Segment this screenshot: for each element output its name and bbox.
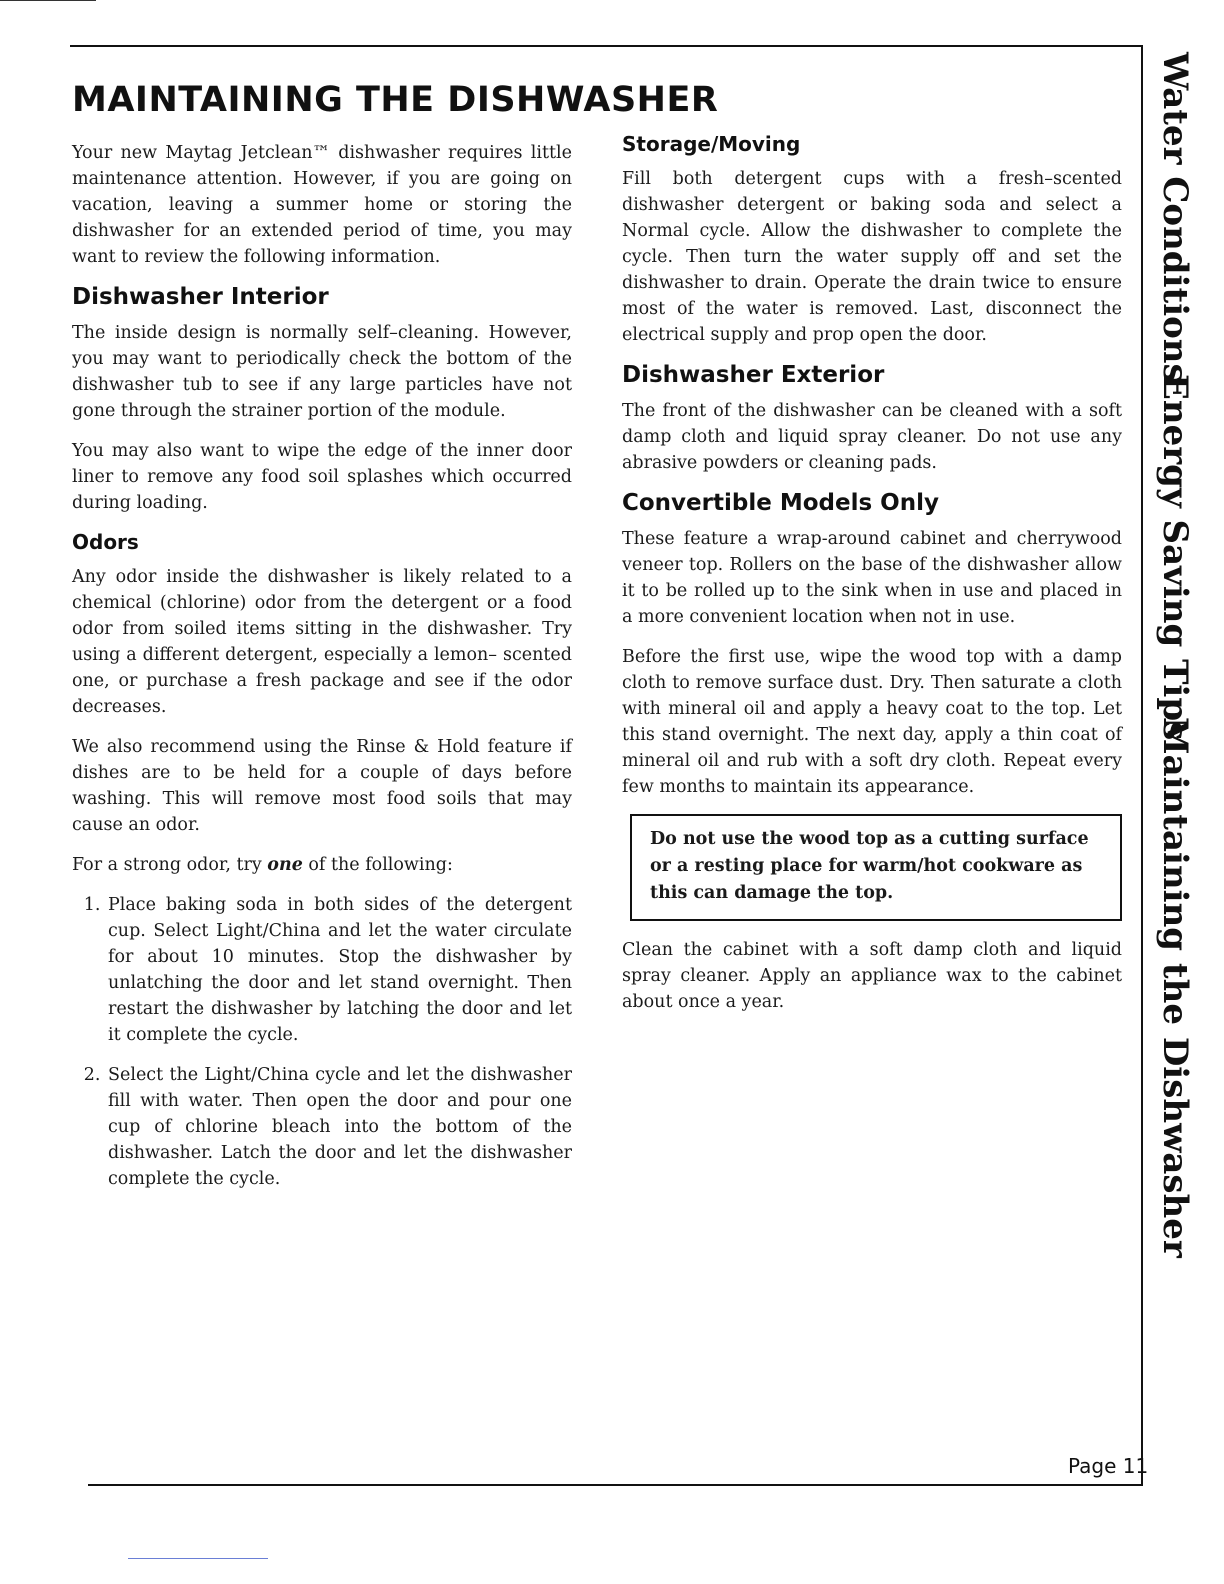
odor-step-2: 2. Select the Light/China cycle and let the dishwasher fill with water. Then open the door and pour one cup of chlorine bleach into the bottom of the dishwasher. Latch the door and let the dishwasher complete the cycle. [106,1062,572,1192]
top-rule [70,45,1142,47]
odors-lead-before: For a strong odor, try [72,855,268,875]
side-tab-energy-saving-tips: Energy Saving Tips [1155,374,1195,741]
warning-box: Do not use the wood top as a cutting surface or a resting place for warm/hot cookware as this can damage the top. [630,814,1122,921]
odors-lead-after: of the following: [302,855,453,875]
right-column [622,132,1122,1029]
odor-step-1: 1. Place baking soda in both sides of the detergent cup. Select Light/China and let the water circulate for about 10 minutes. Stop the dishwasher by unlatching the door and let stand overnight. Then restart the dishwasher by latching the door and let it complete the cycle. [106,892,572,1048]
convertible-heading: Convertible Models Only [622,490,939,516]
exterior-heading: Dishwasher Exterior [622,362,885,388]
right-rule [1141,45,1143,1485]
left-column [72,140,572,1206]
odors-lead [72,852,572,878]
side-tab-maintaining: Maintaining the Dishwasher [1155,717,1195,1258]
convertible-paragraph-3: Clean the cabinet with a soft damp cloth and liquid spray cleaner. Apply an appliance wax to the cabinet about once a year. [622,940,1122,1012]
convertible-paragraph-1: These feature a wrap-around cabinet and cherrywood veneer top. Rollers on the base of the dishwasher allow it to be rolled up to the sink when in use and placed in a more convenient location when not in use. [622,529,1122,627]
convertible-paragraph-2: Before the first use, wipe the wood top with a damp cloth to remove surface dust. Dry. Then saturate a cloth with mineral oil and apply a heavy coat to the top. Let this stand overnight. The next day, apply a thin coat of mineral oil and rub with a soft dry cloth. Repeat every few months to maintain its appearance. [622,647,1122,797]
intro-paragraph: Your new Maytag Jetclean™ dishwasher requires little maintenance attention. However, if you are going on vacation, leaving a summer home or storing the dishwasher for an extended period of time, you may want to review the following information. [72,143,572,267]
page-number: Page 11 [1068,1454,1149,1478]
odor-steps-list [72,892,572,1192]
corner-mark [0,0,96,1]
odors-lead-emphasis: one [267,855,303,875]
odors-paragraph-1: Any odor inside the dishwasher is likely related to a chemical (chlorine) odor from the detergent or a food odor from soiled items sitting in the dishwasher. Try using a different detergent, especially a lemon– scented one, or purchase a fresh package and see if the odor decreases. [72,567,572,717]
side-section-tabs [1149,52,1205,1258]
odors-heading: Odors [72,530,139,554]
exterior-paragraph: The front of the dishwasher can be cleaned with a soft damp cloth and liquid spray cleaner. Do not use any abrasive powders or cleaning pads. [622,401,1122,473]
interior-paragraph-1: The inside design is normally self–cleaning. However, you may want to periodically check the bottom of the dishwasher tub to see if any large particles have not gone through the strainer portion of the module. [72,323,572,421]
storage-heading: Storage/Moving [622,132,801,156]
bottom-rule [88,1484,1143,1486]
odors-paragraph-2: We also recommend using the Rinse & Hold feature if dishes are to be held for a couple of days before washing. This will remove most food soils that may cause an odor. [72,737,572,835]
side-tab-water-conditions: Water Conditions [1155,52,1195,383]
storage-paragraph: Fill both detergent cups with a fresh–scented dishwasher detergent or baking soda and select a Normal cycle. Allow the dishwasher to complete the cycle. Then turn the water supply off and set the dishwasher to drain. Operate the drain twice to ensure most of the water is removed. Last, disconnect the electrical supply and prop open the door. [622,169,1122,345]
interior-heading: Dishwasher Interior [72,284,329,310]
footer-mark [128,1558,268,1559]
page-title: MAINTAINING THE DISHWASHER [72,80,719,120]
interior-paragraph-2: You may also want to wipe the edge of the inner door liner to remove any food soil splashes which occurred during loading. [72,441,572,513]
